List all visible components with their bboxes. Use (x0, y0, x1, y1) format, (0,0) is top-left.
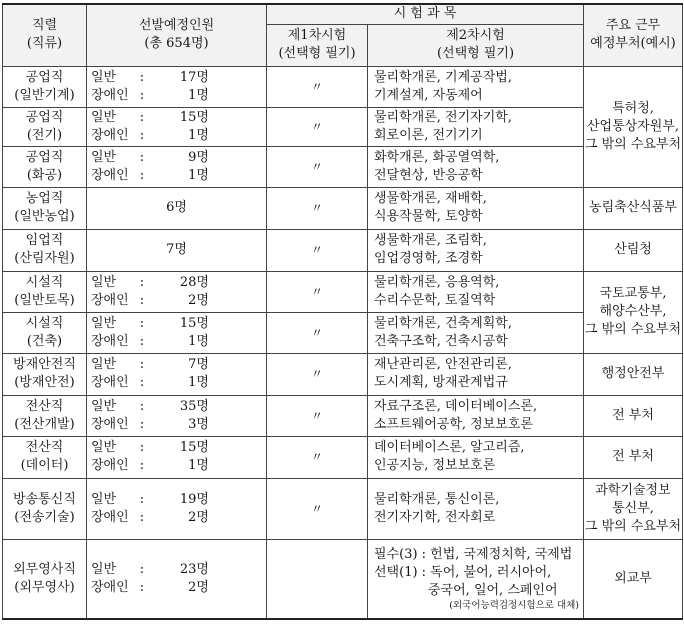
subjects-cell: 재난관리론, 안전관리론, 도시계획, 방재관계법규 (368, 353, 584, 395)
dept-cell: 과학기술정보 통신부, 그 밖의 수요부처 (584, 478, 683, 539)
dept-cell: 국토교통부, 해양수산부, 그 밖의 수요부처 (584, 271, 683, 353)
quota-cell: 일반 : 19명 장애인 : 2명 (87, 478, 267, 539)
exam1-ditto: 〃 (267, 66, 368, 107)
job-cell: 전산직 (데이터) (3, 436, 87, 478)
exam1-ditto: 〃 (267, 436, 368, 478)
exam1-ditto: 〃 (267, 271, 368, 312)
subjects-cell: 물리학개론, 전기자기학, 회로이론, 전기기기 (368, 107, 584, 146)
quota-cell: 일반 : 9명 장애인 : 1명 (87, 146, 267, 187)
quota-cell: 7명 (87, 229, 267, 271)
exam1-ditto: 〃 (267, 312, 368, 353)
subjects-cell: 생물학개론, 재배학, 식용작물학, 토양학 (368, 187, 584, 229)
subjects-cell: 필수(3) : 헌법, 국제정치학, 국제법 선택(1) : 독어, 불어, 러시아어, 중국어, 일어, 스페인어 (외국어능력검정시험으로 대체) (368, 539, 584, 619)
quota-cell: 일반 : 7명 장애인 : 1명 (87, 353, 267, 395)
job-cell: 공업직 (화공) (3, 146, 87, 187)
dept-cell: 전 부처 (584, 395, 683, 436)
dept-cell: 전 부처 (584, 436, 683, 478)
exam1-ditto: 〃 (267, 478, 368, 539)
job-cell: 농업직 (일반농업) (3, 187, 87, 229)
header-exam1: 제1차시험 (선택형 필기) (267, 24, 368, 66)
header-job: 직렬 (직류) (3, 4, 87, 66)
dept-cell: 산림청 (584, 229, 683, 271)
exam1-ditto: 〃 (267, 107, 368, 146)
subjects-cell: 물리학개론, 기계공작법, 기계설계, 자동제어 (368, 66, 584, 107)
subjects-note: (외국어능력검정시험으로 대체) (449, 599, 580, 611)
dept-cell: 농림축산식품부 (584, 187, 683, 229)
job-cell: 방재안전직 (방재안전) (3, 353, 87, 395)
exam1-ditto: 〃 (267, 229, 368, 271)
header-dept: 주요 근무 예정부처(예시) (584, 4, 683, 66)
dept-cell: 외교부 (584, 539, 683, 619)
subjects-cell: 자료구조론, 데이터베이스론, 소프트웨어공학, 정보보호론 (368, 395, 584, 436)
subjects-cell: 물리학개론, 통신이론, 전기자기학, 전자회로 (368, 478, 584, 539)
recruitment-table (2, 3, 683, 620)
quota-cell: 일반 : 15명 장애인 : 1명 (87, 436, 267, 478)
quota-cell: 6명 (87, 187, 267, 229)
subjects-cell: 화학개론, 화공열역학, 전달현상, 반응공학 (368, 146, 584, 187)
header-exam2: 제2차시험 (선택형 필기) (368, 24, 584, 66)
dept-cell: 특허청, 산업통상자원부, 그 밖의 수요부처 (584, 66, 683, 187)
job-cell: 시설직 (건축) (3, 312, 87, 353)
job-cell: 공업직 (일반기계) (3, 66, 87, 107)
quota-cell: 일반 : 15명 장애인 : 1명 (87, 107, 267, 146)
exam1-ditto: 〃 (267, 395, 368, 436)
dept-cell: 행정안전부 (584, 353, 683, 395)
quota-cell: 일반 : 35명 장애인 : 3명 (87, 395, 267, 436)
quota-cell: 일반 : 15명 장애인 : 1명 (87, 312, 267, 353)
subjects-cell: 물리학개론, 건축계획학, 건축구조학, 건축시공학 (368, 312, 584, 353)
exam1-ditto: 〃 (267, 187, 368, 229)
exam1-ditto: 〃 (267, 353, 368, 395)
header-quota: 선발예정인원 (총 654명) (87, 4, 267, 66)
quota-cell: 일반 : 28명 장애인 : 2명 (87, 271, 267, 312)
subjects-cell: 데이터베이스론, 알고리즘, 인공지능, 정보보호론 (368, 436, 584, 478)
header-subjects: 시 험 과 목 (267, 4, 584, 24)
job-cell: 임업직 (산림자원) (3, 229, 87, 271)
exam1-ditto: 〃 (267, 146, 368, 187)
exam1-ditto (267, 539, 368, 619)
job-cell: 방송통신직 (전송기술) (3, 478, 87, 539)
subjects-cell: 생물학개론, 조림학, 임업경영학, 조경학 (368, 229, 584, 271)
subjects-cell: 물리학개론, 응용역학, 수리수문학, 토질역학 (368, 271, 584, 312)
job-cell: 전산직 (전산개발) (3, 395, 87, 436)
job-cell: 공업직 (전기) (3, 107, 87, 146)
quota-cell: 일반 : 23명 장애인 : 2명 (87, 539, 267, 619)
job-cell: 시설직 (일반토목) (3, 271, 87, 312)
job-cell: 외무영사직 (외무영사) (3, 539, 87, 619)
quota-cell: 일반 : 17명 장애인 : 1명 (87, 66, 267, 107)
